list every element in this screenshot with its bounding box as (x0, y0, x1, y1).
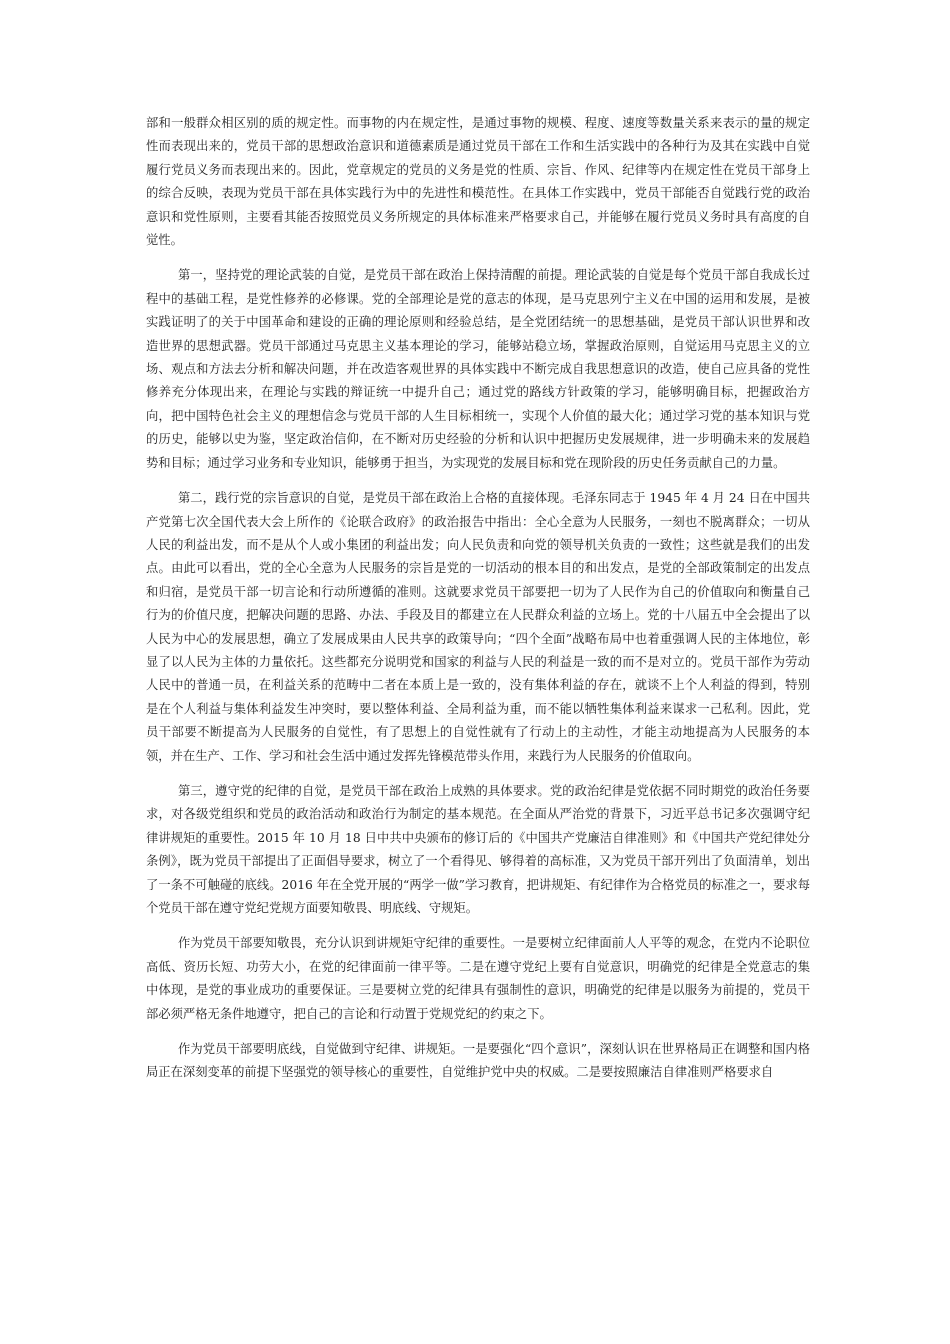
paragraph-clear-bottom-line: 作为党员干部要明底线，自觉做到守纪律、讲规矩。一是要强化“四个意识”，深刻认识在世界格局正在调整和国内格局正在深刻变革的前提下坚强党的领导核心的重要性，自觉维护党中央的权威。二是要按照廉洁自律准则严格要求自 (146, 1042, 810, 1080)
paragraph-continuation: 部和一般群众相区别的质的规定性。而事物的内在规定性，是通过事物的规模、程度、速度等数量关系来表示的量的规定性而表现出来的，党员干部的思想政治意识和道德素质是通过党员干部在工作和生活实践中的各种行为及其在实践中自觉履行党员义务而表现出来的。因此，党章规定的党员的义务是党的性质、宗旨、作风、纪律等内在规定性在党员干部身上的综合反映，表现为党员干部在具体实践行为中的先进性和模范性。在具体工作实践中，党员干部能否自觉践行党的政治意识和党性原则，主要看其能否按照党员义务所规定的具体标准来严格要求自己，并能够在履行党员义务时具有高度的自觉性。 (146, 116, 810, 248)
paragraph-party-discipline: 第三，遵守党的纪律的自觉，是党员干部在政治上成熟的具体要求。党的政治纪律是党依据不同时期党的政治任务要求，对各级党组织和党员的政治活动和政治行为制定的基本规范。在全面从严治党的背景下，习近平总书记多次强调守纪律讲规矩的重要性。2015 年 10 月 18 日中共中央颁布的修订后的《中国共产党廉洁自律准则》和《中国共产党纪律处分条例》，既为党员干部提出了正面倡导要求，树立了一个看得见、够得着的高标准，又为党员干部开列出了负面清单，划出了一条不可触碰的底线。2016 年在全党开展的“两学一做”学习教育，把讲规矩、有纪律作为合格党员的标准之一，要求每个党员干部在遵守党纪党规方面要知敬畏、明底线、守规矩。 (146, 783, 810, 915)
document-body (146, 112, 810, 1097)
paragraph-purpose-awareness: 第二，践行党的宗旨意识的自觉，是党员干部在政治上合格的直接体现。毛泽东同志于 1945 年 4 月 24 日在中国共产党第七次全国代表大会上所作的《论联合政府》的政治报告中指出：全心全意为人民服务，一刻也不脱离群众；一切从人民的利益出发，而不是从个人或小集团的利益出发；向人民负责和向党的领导机关负责的一致性；这些就是我们的出发点。由此可以看出，党的全心全意为人民服务的宗旨是党的一切活动的根本目的和出发点，是党的全部政策制定的出发点和归宿，是党员干部一切言论和行动所遵循的准则。这就要求党员干部要把一切为了人民作为自己的价值取向和衡量自己行为的价值尺度，把解决问题的思路、办法、手段及目的都建立在人民群众利益的立场上。党的十八届五中全会提出了以人民为中心的发展思想，确立了发展成果由人民共享的政策导向；“四个全面”战略布局中也着重强调人民的主体地位，彰显了以人民为主体的力量依托。这些都充分说明党和国家的利益与人民的利益是一致的而不是对立的。党员干部作为劳动人民中的普通一员，在利益关系的范畴中二者在本质上是一致的，没有集体利益的存在，就谈不上个人利益的得到，特别是在个人利益与集体利益发生冲突时，要以整体利益、全局利益为重，而不能以牺牲集体利益来谋求一己私利。因此，党员干部要不断提高为人民服务的自觉性，有了思想上的自觉性就有了行动上的主动性，才能主动地提高为人民服务的本领，并在生产、工作、学习和社会生活中通过发挥先锋模范带头作用，来践行为人民服务的价值取向。 (146, 491, 810, 763)
paragraph-know-reverence: 作为党员干部要知敬畏，充分认识到讲规矩守纪律的重要性。一是要树立纪律面前人人平等的观念，在党内不论职位高低、资历长短、功劳大小，在党的纪律面前一律平等。二是在遵守党纪上要有自觉意识，明确党的纪律是全党意志的集中体现，是党的事业成功的重要保证。三是要树立党的纪律具有强制性的意识，明确党的纪律是以服务为前提的，党员干部必须严格无条件地遵守，把自己的言论和行动置于党规党纪的约束之下。 (146, 936, 810, 1021)
paragraph-theory-armament: 第一，坚持党的理论武装的自觉，是党员干部在政治上保持清醒的前提。理论武装的自觉是每个党员干部自我成长过程中的基础工程，是党性修养的必修课。党的全部理论是党的意志的体现，是马克思列宁主义在中国的运用和发展，是被实践证明了的关于中国革命和建设的正确的理论原则和经验总结，是全党团结统一的思想基础，是党员干部认识世界和改造世界的思想武器。党员干部通过马克思主义基本理论的学习，能够站稳立场，掌握政治原则，自觉运用马克思主义的立场、观点和方法去分析和解决问题，并在改造客观世界的具体实践中不断完成自我思想意识的改造，使自己应具备的党性修养充分体现出来，在理论与实践的辩证统一中提升自己；通过党的路线方针政策的学习，能够明确目标，把握政治方向，把中国特色社会主义的理想信念与党员干部的人生目标相统一，实现个人价值的最大化；通过学习党的基本知识与党的历史，能够以史为鉴，坚定政治信仰，在不断对历史经验的分析和认识中把握历史发展规律，进一步明确未来的发展趋势和目标；通过学习业务和专业知识，能够勇于担当，为实现党的发展目标和党在现阶段的历史任务贡献自己的力量。 (146, 268, 810, 470)
